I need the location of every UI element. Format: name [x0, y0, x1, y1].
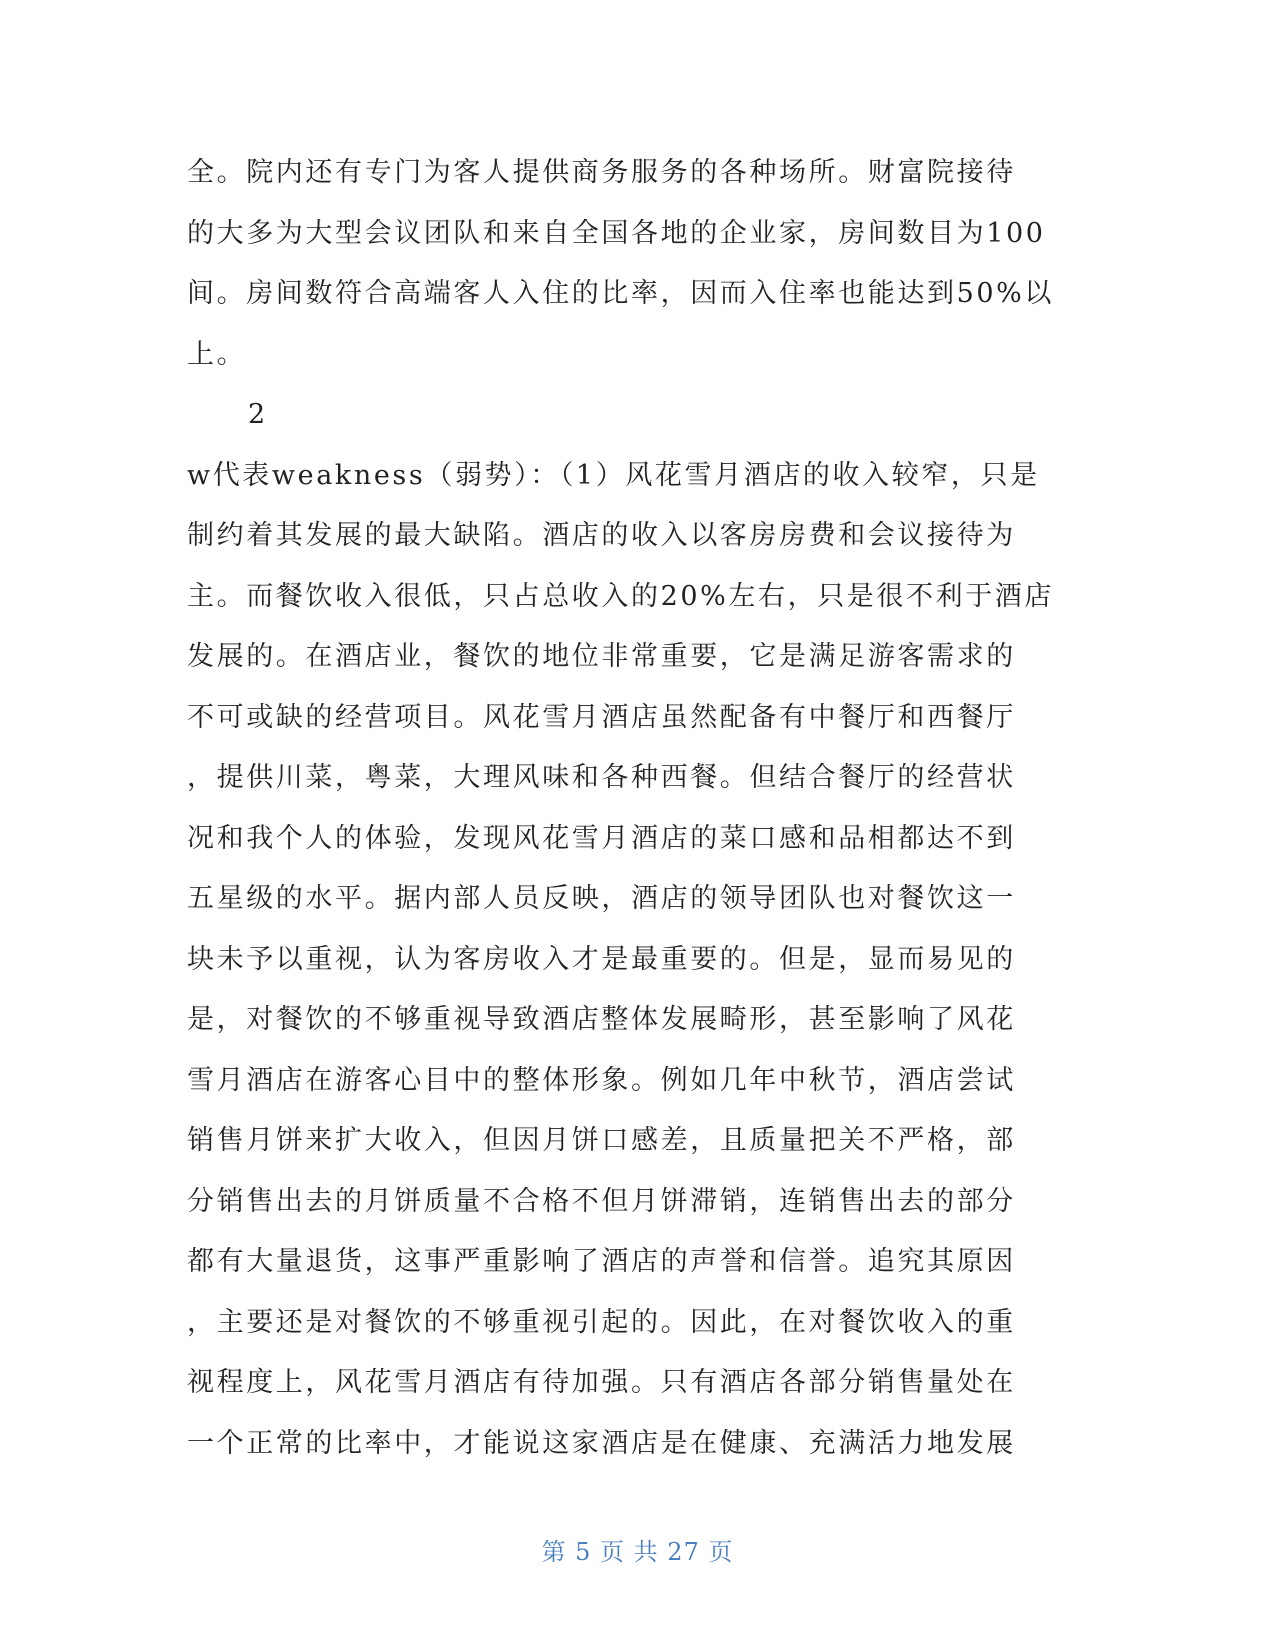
text-line: 分销售出去的月饼质量不合格不但月饼滞销，连销售出去的部分 [187, 1185, 1016, 1217]
text-line: ，提供川菜，粤菜，大理风味和各种西餐。但结合餐厅的经营状 [187, 762, 1016, 793]
text-line: 上。 [187, 338, 247, 370]
text-line: 一个正常的比率中，才能说这家酒店是在健康、充满活力地发展 [187, 1427, 1016, 1459]
text-line: 制约着其发展的最大缺陷。酒店的收入以客房房费和会议接待为 [187, 520, 1016, 551]
text-line: 是，对餐饮的不够重视导致酒店整体发展畸形，甚至影响了风花 [187, 1004, 1016, 1035]
text-line: 间。房间数符合高端客人入住的比率，因而入住率也能达到50%以 [187, 278, 1055, 309]
text-line: ，主要还是对餐饮的不够重视引起的。因此，在对餐饮收入的重 [187, 1306, 1016, 1338]
text-line: 都有大量退货，这事严重影响了酒店的声誉和信誉。追究其原因 [187, 1246, 1016, 1277]
text-line: 主。而餐饮收入很低，只占总收入的20%左右，只是很不利于酒店 [187, 580, 1055, 612]
text-line: 的大多为大型会议团队和来自全国各地的企业家，房间数目为100 [187, 217, 1046, 249]
text-line: 视程度上，风花雪月酒店有待加强。只有酒店各部分销售量处在 [187, 1367, 1016, 1398]
text-line: 销售月饼来扩大收入，但因月饼口感差，且质量把关不严格，部 [187, 1125, 1016, 1156]
text-line: 五星级的水平。据内部人员反映，酒店的领导团队也对餐饮这一 [187, 883, 1016, 914]
text-line: 况和我个人的体验，发现风花雪月酒店的菜口感和品相都达不到 [187, 822, 1016, 854]
page-number-footer: 第 5 页 共 27 页 [541, 1538, 734, 1566]
text-line: 雪月酒店在游客心目中的整体形象。例如几年中秋节，酒店尝试 [187, 1064, 1016, 1096]
text-line: 块未予以重视，认为客房收入才是最重要的。但是，显而易见的 [187, 943, 1016, 975]
section-number: 2 [248, 399, 268, 430]
text-line: 全。院内还有专门为客人提供商务服务的各种场所。财富院接待 [187, 157, 1016, 188]
body-text [187, 143, 1077, 1474]
text-line: w代表weakness（弱势）：（1）风花雪月酒店的收入较窄，只是 [187, 459, 1040, 491]
text-line: 发展的。在酒店业，餐饮的地位非常重要，它是满足游客需求的 [187, 641, 1016, 672]
text-line: 不可或缺的经营项目。风花雪月酒店虽然配备有中餐厅和西餐厅 [187, 701, 1016, 733]
